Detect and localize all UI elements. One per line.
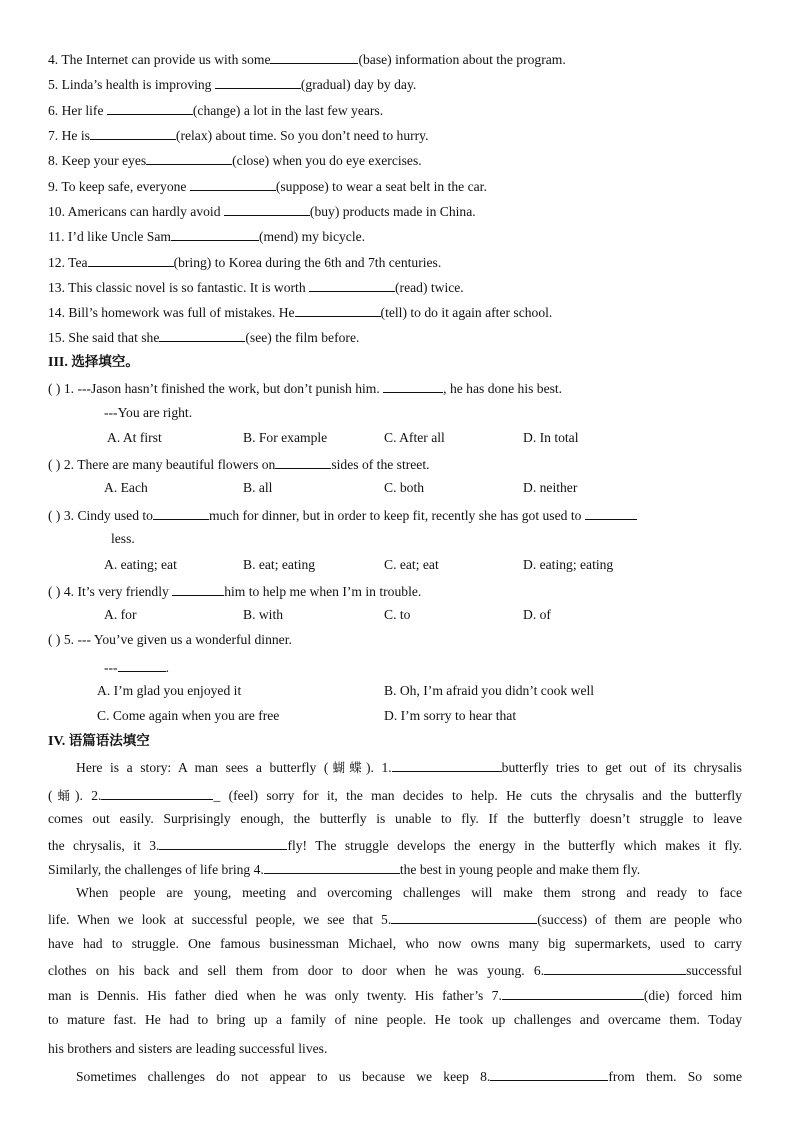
- question-6: 6. Her life (change) a lot in the last few years.: [48, 100, 383, 120]
- answer-blank[interactable]: [90, 125, 176, 140]
- option-c[interactable]: C. After all: [384, 430, 445, 445]
- question-7: 7. He is (relax) about time. So you don’t need to hurry.: [48, 125, 428, 145]
- answer-blank[interactable]: [118, 657, 166, 672]
- mc-question-2: ( ) 2. There are many beautiful flowers on sides of the street.: [48, 454, 430, 474]
- passage-line: to mature fast. He had to bring up a family of nine people. He took up challenges and overcame them. Today: [48, 1012, 742, 1027]
- answer-blank[interactable]: [190, 176, 276, 191]
- option-a[interactable]: A. I’m glad you enjoyed it: [97, 683, 242, 698]
- option-a[interactable]: A. eating; eat: [104, 557, 177, 572]
- answer-blank[interactable]: [295, 302, 381, 317]
- option-c[interactable]: C. both: [384, 480, 425, 495]
- option-c[interactable]: C. eat; eat: [384, 557, 439, 572]
- passage-line: the chrysalis, it 3. fly! The struggle develops the energy in the butterfly which makes it fly.: [48, 835, 742, 855]
- answer-blank[interactable]: [544, 960, 686, 975]
- option-d[interactable]: D. neither: [523, 480, 578, 495]
- question-14: 14. Bill’s homework was full of mistakes. He (tell) to do it again after school.: [48, 302, 552, 322]
- passage-line: man is Dennis. His father died when he was only twenty. His father’s 7. (die) forced him: [48, 985, 742, 1005]
- option-c[interactable]: C. Come again when you are free: [97, 708, 280, 723]
- option-d[interactable]: D. In total: [523, 430, 579, 445]
- question-9: 9. To keep safe, everyone (suppose) to wear a seat belt in the car.: [48, 176, 487, 196]
- answer-blank[interactable]: [490, 1066, 608, 1081]
- passage-line: life. When we look at successful people, we see that 5. (success) of them are people who: [48, 909, 742, 929]
- option-b[interactable]: B. Oh, I’m afraid you didn’t cook well: [384, 683, 595, 698]
- answer-blank[interactable]: [383, 378, 443, 393]
- option-a[interactable]: A. for: [104, 607, 137, 622]
- question-4: 4. The Internet can provide us with some (base) information about the program.: [48, 49, 566, 69]
- mc-question-5-reply: --- .: [104, 657, 169, 677]
- answer-blank[interactable]: [275, 454, 331, 469]
- question-15: 15. She said that she (see) the film before.: [48, 327, 359, 347]
- option-b[interactable]: B. all: [243, 480, 273, 495]
- mc-question-5: ( ) 5. --- You’ve given us a wonderful dinner.: [48, 632, 292, 647]
- answer-blank[interactable]: [264, 859, 400, 874]
- passage-line: Similarly, the challenges of life bring 4. the best in young people and make them fly.: [48, 859, 742, 879]
- option-a[interactable]: A. Each: [104, 480, 148, 495]
- question-12: 12. Tea (bring) to Korea during the 6th and 7th centuries.: [48, 252, 441, 272]
- answer-blank[interactable]: [146, 150, 232, 165]
- answer-blank[interactable]: [88, 252, 174, 267]
- answer-blank[interactable]: [391, 909, 537, 924]
- option-c[interactable]: C. to: [384, 607, 411, 622]
- passage-line: his brothers and sisters are leading successful lives.: [48, 1041, 328, 1056]
- answer-blank[interactable]: [171, 226, 259, 241]
- passage-line: comes out easily. Surprisingly enough, the butterfly is unable to fly. If the butterfly doesn’t struggle to leave: [48, 811, 742, 826]
- question-8: 8. Keep your eyes (close) when you do eye exercises.: [48, 150, 422, 170]
- passage-line: (蛹). 2. _ (feel) sorry for it, the man decides to help. He cuts the chrysalis and the butterfly: [48, 785, 742, 805]
- mc-question-1: ( ) 1. ---Jason hasn’t finished the work, but don’t punish him. , he has done his best.: [48, 378, 562, 398]
- passage-line: Here is a story: A man sees a butterfly (蝴蝶). 1. butterfly tries to get out of its chrysalis: [76, 757, 742, 777]
- answer-blank[interactable]: [159, 835, 287, 850]
- option-d[interactable]: D. eating; eating: [523, 557, 614, 572]
- answer-blank[interactable]: [309, 277, 395, 292]
- option-a[interactable]: A. At first: [107, 430, 162, 445]
- passage-line: clothes on his back and sell them from door to door when he was young. 6. successful: [48, 960, 742, 980]
- mc-question-3-cont: less.: [111, 531, 135, 546]
- mc-question-4: ( ) 4. It’s very friendly him to help me when I’m in trouble.: [48, 581, 421, 601]
- answer-blank[interactable]: [270, 49, 358, 64]
- option-d[interactable]: D. I’m sorry to hear that: [384, 708, 517, 723]
- question-10: 10. Americans can hardly avoid (buy) products made in China.: [48, 201, 476, 221]
- answer-blank[interactable]: [107, 100, 193, 115]
- question-5: 5. Linda’s health is improving (gradual) day by day.: [48, 74, 416, 94]
- mc-question-1-reply: ---You are right.: [104, 405, 193, 420]
- mc-question-3: ( ) 3. Cindy used to much for dinner, but in order to keep fit, recently she has got used to: [48, 505, 637, 525]
- answer-blank[interactable]: [153, 505, 209, 520]
- passage-line: have had to struggle. One famous businessman Michael, who now owns many big supermarkets, used to carry: [48, 936, 742, 951]
- option-d[interactable]: D. of: [523, 607, 551, 622]
- option-b[interactable]: B. with: [243, 607, 284, 622]
- passage-line: When people are young, meeting and overcoming challenges will make them strong and ready to face: [76, 885, 742, 900]
- answer-blank[interactable]: [215, 74, 301, 89]
- answer-blank[interactable]: [159, 327, 245, 342]
- answer-blank[interactable]: [224, 201, 310, 216]
- passage-line: Sometimes challenges do not appear to us because we keep 8. from them. So some: [76, 1066, 742, 1086]
- answer-blank[interactable]: [585, 505, 637, 520]
- option-b[interactable]: B. eat; eating: [243, 557, 316, 572]
- answer-blank[interactable]: [101, 785, 213, 800]
- answer-blank[interactable]: [172, 581, 224, 596]
- section-heading-iv: IV. 语篇语法填空: [48, 733, 150, 749]
- answer-blank[interactable]: [392, 757, 502, 772]
- question-11: 11. I’d like Uncle Sam (mend) my bicycle.: [48, 226, 365, 246]
- question-13: 13. This classic novel is so fantastic. It is worth (read) twice.: [48, 277, 464, 297]
- option-b[interactable]: B. For example: [243, 430, 328, 445]
- section-heading-iii: III. 选择填空。: [48, 354, 139, 370]
- answer-blank[interactable]: [502, 985, 644, 1000]
